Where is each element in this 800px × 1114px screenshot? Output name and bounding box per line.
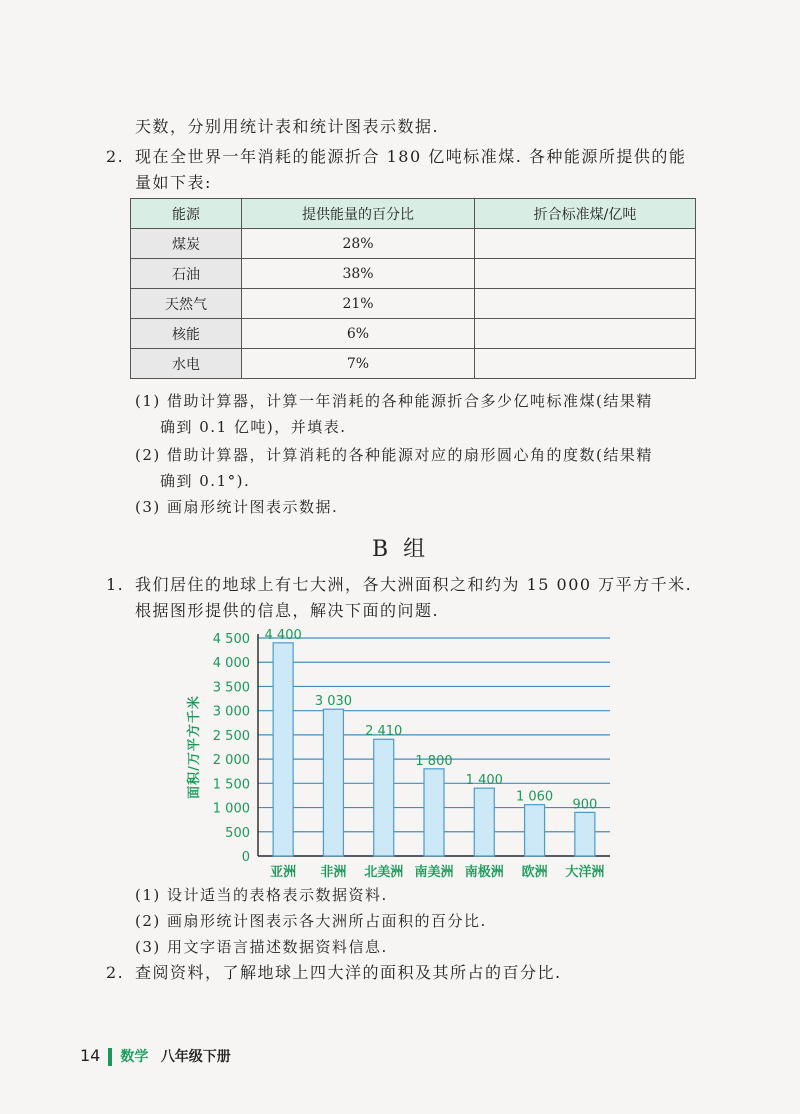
b1-text-1: 我们居住的地球上有七大洲，各大洲面积之和约为 15 000 万平方千米. (135, 575, 693, 594)
table-header: 折合标准煤/亿吨 (475, 199, 696, 229)
b1-text-2: 根据图形提供的信息，解决下面的问题. (135, 601, 440, 620)
bar-南美洲 (424, 769, 444, 856)
energy-percent: 6% (242, 319, 475, 349)
q2-text-2: 量如下表: (135, 173, 212, 192)
subq-2-line-1: (2) 借助计算器，计算消耗的各种能源对应的扇形圆心角的度数(结果精 (135, 446, 653, 464)
energy-table (130, 198, 696, 379)
bar-value-label: 3 030 (314, 694, 353, 710)
y-tick-label: 1 500 (212, 777, 250, 793)
footer-book: 八年级下册 (160, 1049, 231, 1065)
b1-subq-3: (3) 用文字语言描述数据资料信息. (135, 938, 388, 956)
subq-3: (3) 画扇形统计图表示数据. (135, 498, 339, 516)
energy-coal-blank (475, 289, 696, 319)
footer-subject: 数学 (120, 1049, 149, 1065)
y-tick-label: 0 (241, 850, 250, 865)
x-category-label: 南美洲 (414, 865, 454, 880)
y-tick-label: 4 500 (212, 632, 250, 647)
y-axis-label: 面积/万平方千米 (187, 695, 202, 799)
bar-欧洲 (525, 805, 545, 856)
q2-text-1: 现在全世界一年消耗的能源折合 180 亿吨标准煤. 各种能源所提供的能 (135, 147, 687, 166)
energy-coal-blank (475, 349, 696, 379)
q2-number: 2. (106, 147, 125, 166)
table-row (131, 229, 696, 259)
energy-percent: 7% (242, 349, 475, 379)
x-category-label: 欧洲 (521, 865, 548, 880)
b2-number: 2. (106, 963, 125, 982)
y-tick-label: 2 500 (212, 728, 250, 744)
y-tick-label: 3 000 (212, 704, 250, 720)
energy-source: 石油 (131, 259, 242, 289)
page-footer (80, 1046, 231, 1066)
bar-非洲 (323, 709, 343, 856)
b1-subq-1: (1) 设计适当的表格表示数据资料. (135, 886, 388, 904)
x-category-label: 非洲 (320, 865, 347, 880)
y-tick-label: 2 000 (212, 753, 250, 769)
b1-subq-2: (2) 画扇形统计图表示各大洲所占面积的百分比. (135, 912, 487, 930)
bar-value-label: 900 (572, 797, 598, 813)
continuation-line: 天数，分别用统计表和统计图表示数据. (135, 117, 440, 136)
footer-divider (108, 1048, 112, 1066)
table-row (131, 259, 696, 289)
y-tick-label: 4 000 (212, 656, 250, 672)
subq-1-line-1: (1) 借助计算器，计算一年消耗的各种能源折合多少亿吨标准煤(结果精 (135, 392, 653, 410)
y-tick-label: 1 000 (212, 801, 250, 817)
bar-value-label: 4 400 (264, 627, 302, 643)
table-row (131, 349, 696, 379)
bar-value-label: 1 060 (515, 789, 554, 805)
table-row (131, 319, 696, 349)
energy-percent: 38% (242, 259, 475, 289)
energy-source: 天然气 (131, 289, 242, 319)
energy-source: 核能 (131, 319, 242, 349)
x-category-label: 大洋洲 (565, 865, 605, 880)
bar-value-label: 1 400 (465, 773, 503, 789)
energy-coal-blank (475, 229, 696, 259)
continent-area-bar-chart (170, 622, 630, 884)
y-tick-label: 500 (225, 825, 250, 841)
bar-大洋洲 (575, 812, 595, 856)
energy-source: 煤炭 (131, 229, 242, 259)
bar-南极洲 (474, 788, 494, 856)
energy-coal-blank (475, 319, 696, 349)
table-header: 提供能量的百分比 (242, 199, 475, 229)
subq-2-line-2: 确到 0.1°). (160, 472, 251, 490)
x-category-label: 北美洲 (364, 865, 404, 880)
bar-value-label: 1 800 (415, 753, 453, 769)
energy-percent: 28% (242, 229, 475, 259)
bar-value-label: 2 410 (365, 724, 403, 740)
b2-text-1: 查阅资料，了解地球上四大洋的面积及其所占的百分比. (135, 963, 562, 982)
section-heading-b: B 组 (372, 537, 430, 562)
subq-1-line-2: 确到 0.1 亿吨)，并填表. (160, 418, 347, 436)
b1-number: 1. (106, 575, 125, 594)
bar-亚洲 (273, 643, 293, 856)
energy-source: 水电 (131, 349, 242, 379)
energy-percent: 21% (242, 289, 475, 319)
table-header-row (131, 199, 696, 229)
table-row (131, 289, 696, 319)
page-number: 14 (80, 1046, 101, 1065)
energy-coal-blank (475, 259, 696, 289)
y-tick-label: 3 500 (212, 680, 250, 696)
x-category-label: 亚洲 (270, 865, 297, 880)
x-category-label: 南极洲 (464, 865, 504, 880)
bar-北美洲 (374, 739, 394, 856)
table-header: 能源 (131, 199, 242, 229)
